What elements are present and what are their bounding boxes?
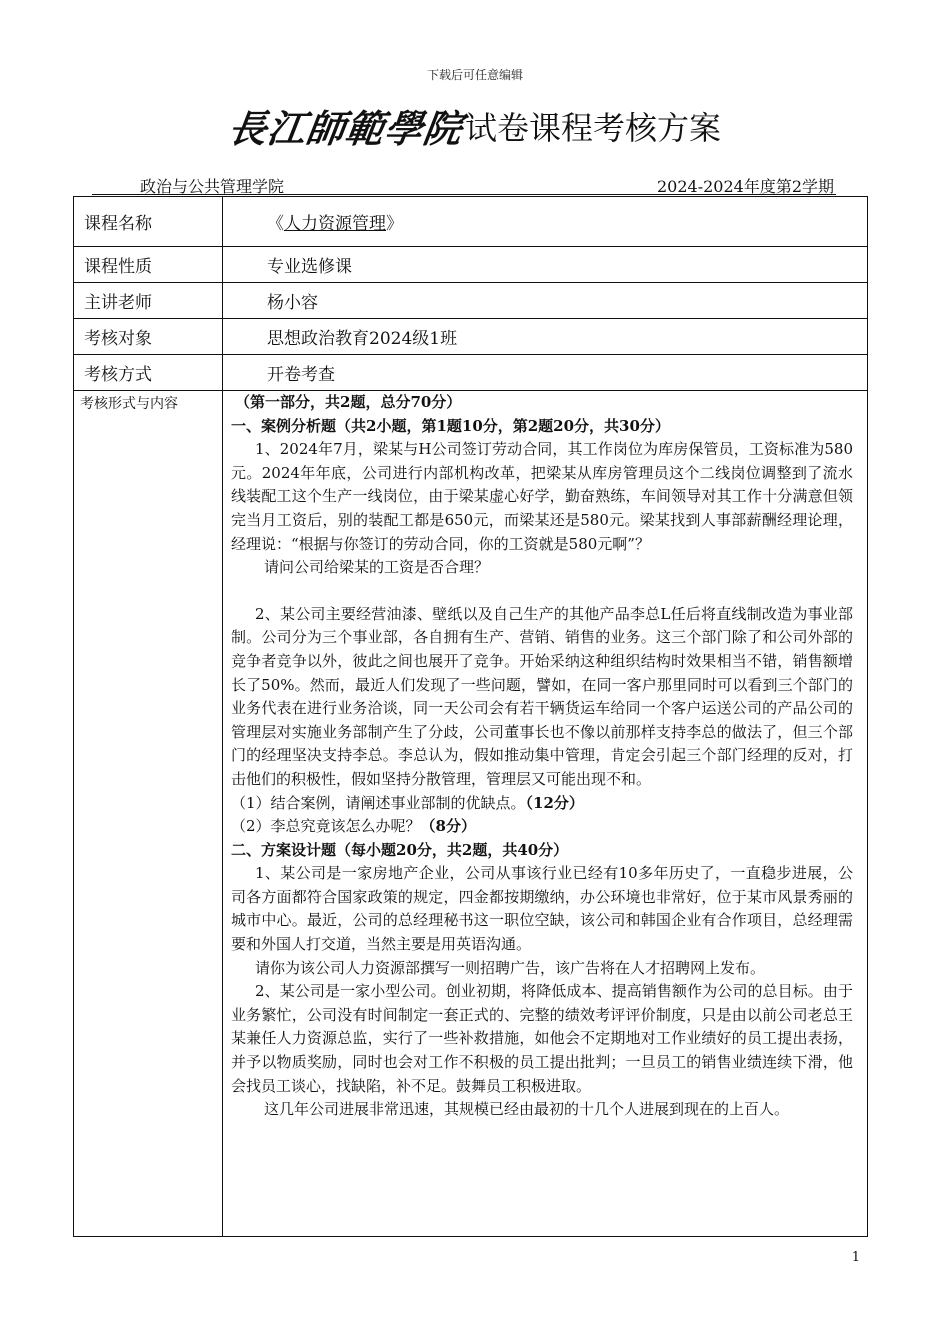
design1-text: 1、某公司是一家房地产企业，公司从事该行业已经有10多年历史了，一直稳步进展，公司各方面都符合国家政策的规定，四金都按期缴纳，办公环境也非常好，位于某市风景秀丽的城市中心。最近，公司的总经理秘书这一职位空缺，该公司和韩国企业有合作项目，总经理需要和外国人打交道，当然主要是用英语沟通。 [231, 864, 853, 954]
college-logo-text: 長江師範學院 [225, 106, 466, 151]
college-name: 政治与公共管理学院 [140, 177, 285, 196]
value-prefix: 《 [267, 214, 284, 234]
course-name: 人力资源管理 [284, 214, 386, 234]
section1-heading: 一、案例分析题（共2小题，第1题10分，第2题20分，共30分） [231, 416, 670, 435]
page-number: 1 [851, 1250, 860, 1265]
row-content [74, 391, 868, 1237]
case1-text: 1、2024年7月，梁某与H公司签订劳动合同，其工作岗位为库房保管员，工资标准为580元。2024年年底，公司进行内部机构改革，把梁某从库房管理员这个二线岗位调整到了流水线装配工这个生产一线岗位，由于梁某虚心好学，勤奋熟练，车间领导对其工作十分满意但领完当月工资后，别的装配工都是650元，而梁某还是580元。梁某找到人事部薪酬经理论理，经理说：“根据与你签订的劳动合同，你的工资就是580元啊”？ [231, 440, 853, 553]
question-text: （1）结合案例，请阐述事业部制的优缺点。 [231, 793, 526, 812]
subheader [92, 174, 836, 195]
case2-text: 2、某公司主要经营油漆、壁纸以及自己生产的其他产品李总L任后将直线制改造为事业部制。公司分为三个事业部，各自拥有生产、营销、销售的业务。这三个部门除了和公司外部的竞争者竞争以外，彼此之间也展开了竞争。开始采纳这种组织结构时效果相当不错，销售额增长了50%。然而，最近人们发现了一些问题，譬如，在同一客户那里同时可以看到三个部门的业务代表在进行业务洽谈，同一天公司会有若干辆货运车给同一个客户运送公司的产品公司的管理层对实施业务部制产生了分歧，公司董事长也不像以前那样支持李总的做法了，但三个部门的经理坚决支持李总。李总认为，假如推动集中管理，肯定会引起三个部门经理的反对，打击他们的积极性，假如坚持分散管理，管理层又可能出现不和。 [231, 604, 853, 788]
value-course-nature: 专业选修课 [223, 247, 868, 283]
label-course-name: 课程名称 [74, 197, 223, 247]
value-target: 思想政治教育2024级1班 [223, 319, 868, 355]
design2-text: 2、某公司是一家小型公司。创业初期，将降低成本、提高销售额作为公司的总目标。由于业务繁忙，公司没有时间制定一套正式的、完整的绩效考评评价制度，只是由以前公司老总王某兼任人力资源总监，实行了一些补救措施，如他会不定期地对工作业绩好的员工提出表扬，并予以物质奖励，同时也会对工作不积极的员工提出批判；一旦员工的销售业绩连续下滑，他会找员工谈心，找缺陷，补不足。鼓舞员工积极进取。 [231, 982, 853, 1095]
design2-continued: 这几年公司进展非常迅速，其规模已经由最初的十几个人进展到现在的上百人。 [264, 1100, 790, 1119]
case1-question: 请问公司给梁某的工资是否合理？ [264, 558, 490, 577]
label-course-nature: 课程性质 [74, 247, 223, 283]
case2-question-1 [231, 792, 853, 816]
exam-content [223, 391, 868, 1237]
design1-task: 请你为该公司人力资源部撰写一则招聘广告，该广告将在人才招聘网上发布。 [255, 958, 766, 977]
value-suffix: 》 [386, 214, 403, 234]
label-target: 考核对象 [74, 319, 223, 355]
document-title [0, 98, 950, 153]
row-method [74, 355, 868, 391]
label-method: 考核方式 [74, 355, 223, 391]
row-course-nature [74, 247, 868, 283]
question-score: （12分） [525, 793, 584, 812]
row-teacher [74, 283, 868, 319]
row-course-name [74, 197, 868, 247]
value-course-name [223, 197, 868, 247]
term: 2024-2024年度第2学期 [656, 177, 834, 196]
label-content: 考核形式与内容 [74, 391, 223, 1237]
question-text: （2）李总究竟该怎么办呢？ [231, 817, 421, 836]
row-target [74, 319, 868, 355]
label-teacher: 主讲老师 [74, 283, 223, 319]
question-score: （8分） [420, 817, 476, 836]
section2-heading: 二、方案设计题（每小题20分，共2题，共40分） [231, 840, 569, 859]
case2-question-2 [231, 815, 853, 839]
header-note: 下载后可任意编辑 [426, 68, 523, 82]
spacer [231, 580, 853, 603]
value-method: 开卷考查 [223, 355, 868, 391]
course-table [73, 196, 868, 1237]
title-text: 试卷课程考核方案 [465, 108, 722, 147]
part-heading: （第一部分，共2题，总分70分） [235, 393, 462, 411]
value-teacher: 杨小容 [223, 283, 868, 319]
